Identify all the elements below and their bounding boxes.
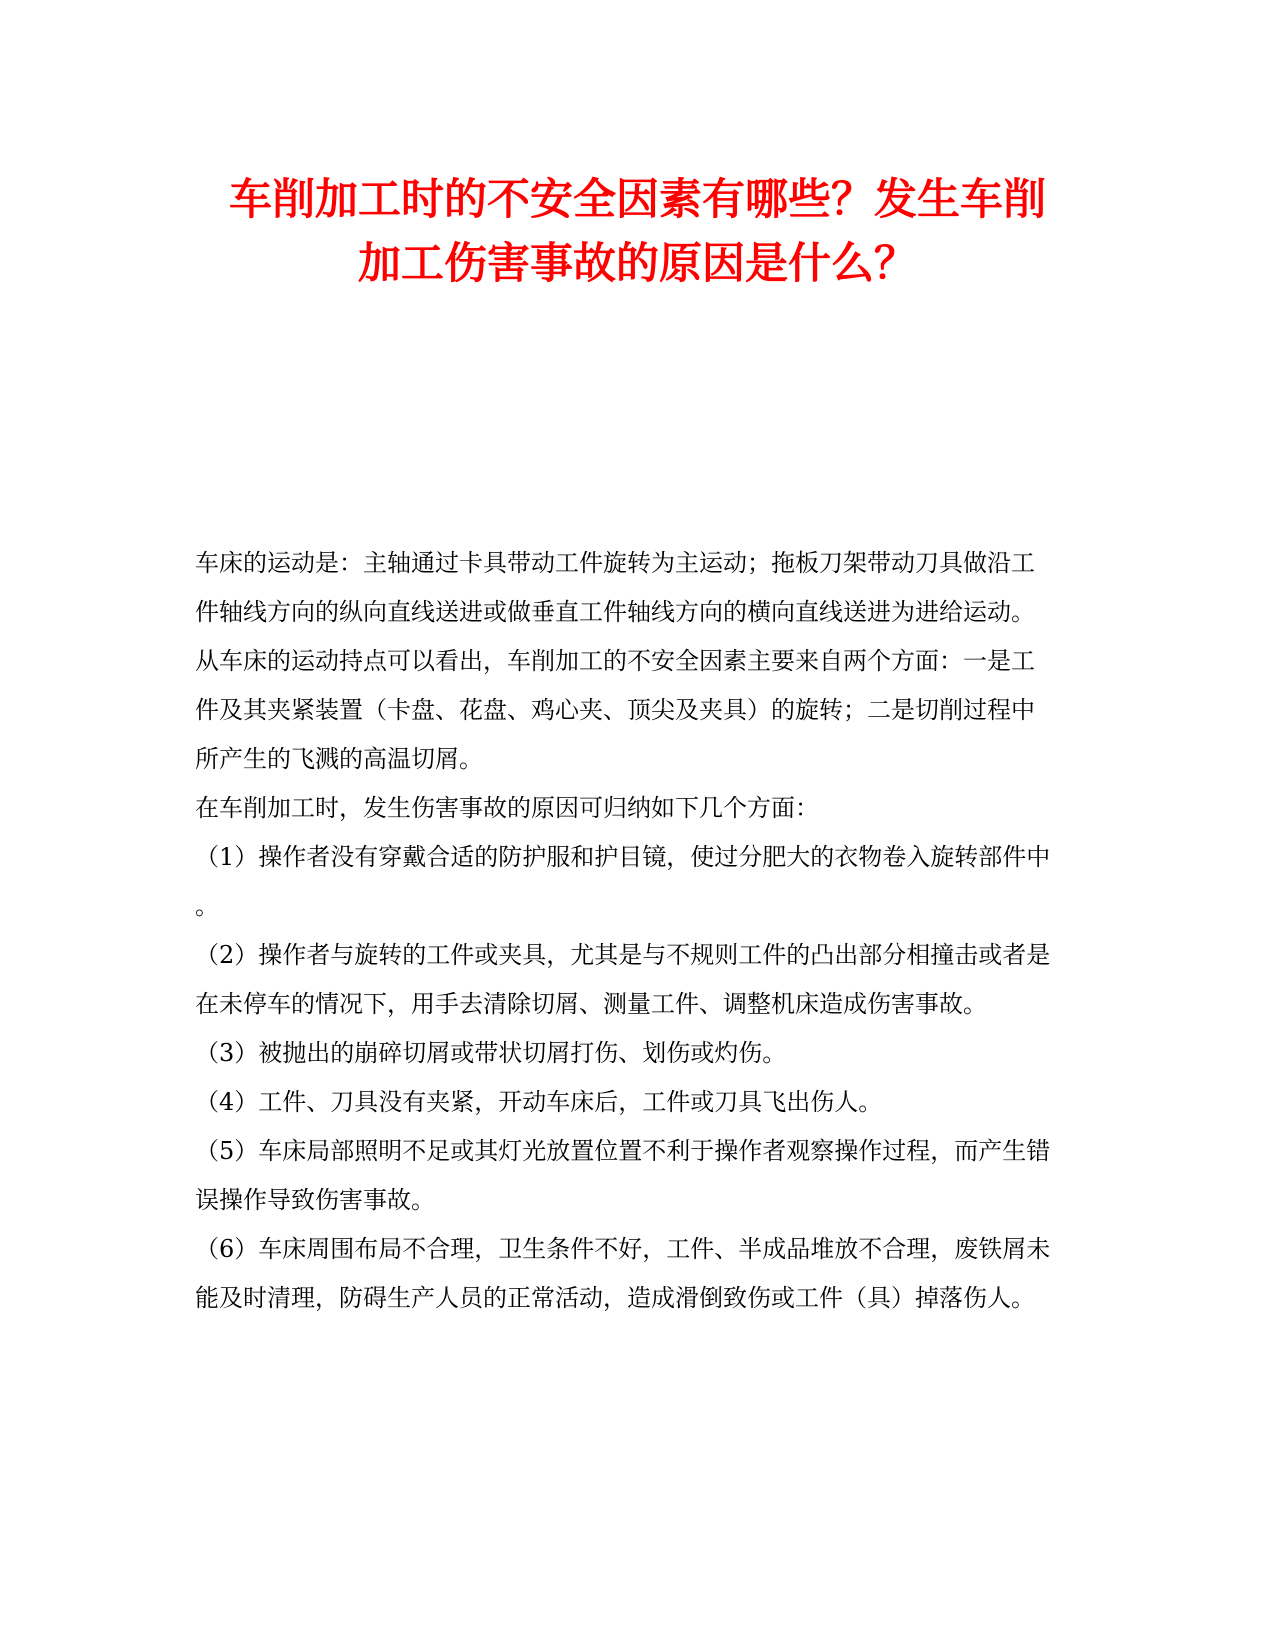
body-line: 车床的运动是：主轴通过卡具带动工件旋转为主运动；拖板刀架带动刀具做沿工 [195, 549, 1035, 577]
list-item-1-continuation: 。 [195, 892, 219, 920]
body-line: 在车削加工时，发生伤害事故的原因可归纳如下几个方面： [195, 794, 819, 822]
list-item-2: （2）操作者与旋转的工件或夹具，尤其是与不规则工件的凸出部分相撞击或者是 [195, 941, 1051, 969]
list-item-5-continuation: 误操作导致伤害事故。 [195, 1186, 435, 1214]
list-item-4: （4）工件、刀具没有夹紧，开动车床后，工件或刀具飞出伤人。 [195, 1088, 883, 1116]
body-line: 所产生的飞溅的高温切屑。 [195, 745, 483, 773]
body-line: 从车床的运动持点可以看出，车削加工的不安全因素主要来自两个方面：一是工 [195, 647, 1035, 675]
list-item-2-continuation: 在未停车的情况下，用手去清除切屑、测量工件、调整机床造成伤害事故。 [195, 990, 987, 1018]
list-item-6: （6）车床周围布局不合理，卫生条件不好，工件、半成品堆放不合理，废铁屑未 [195, 1235, 1051, 1263]
body-line: 件及其夹紧装置（卡盘、花盘、鸡心夹、顶尖及夹具）的旋转；二是切削过程中 [195, 696, 1035, 724]
document-title [180, 168, 1095, 296]
body-line: 件轴线方向的纵向直线送进或做垂直工件轴线方向的横向直线送进为进给运动。 [195, 598, 1035, 626]
title-line-1: 车削加工时的不安全因素有哪些？发生车削 [229, 175, 1046, 225]
title-line-2: 加工伤害事故的原因是什么？ [358, 239, 917, 289]
list-item-5: （5）车床局部照明不足或其灯光放置位置不利于操作者观察操作过程，而产生错 [195, 1137, 1051, 1165]
list-item-6-continuation: 能及时清理，防碍生产人员的正常活动，造成滑倒致伤或工件（具）掉落伤人。 [195, 1284, 1035, 1312]
list-item-3: （3）被抛出的崩碎切屑或带状切屑打伤、划伤或灼伤。 [195, 1039, 787, 1067]
document-body [195, 539, 1080, 1323]
list-item-1: （1）操作者没有穿戴合适的防护服和护目镜，使过分肥大的衣物卷入旋转部件中 [195, 843, 1051, 871]
